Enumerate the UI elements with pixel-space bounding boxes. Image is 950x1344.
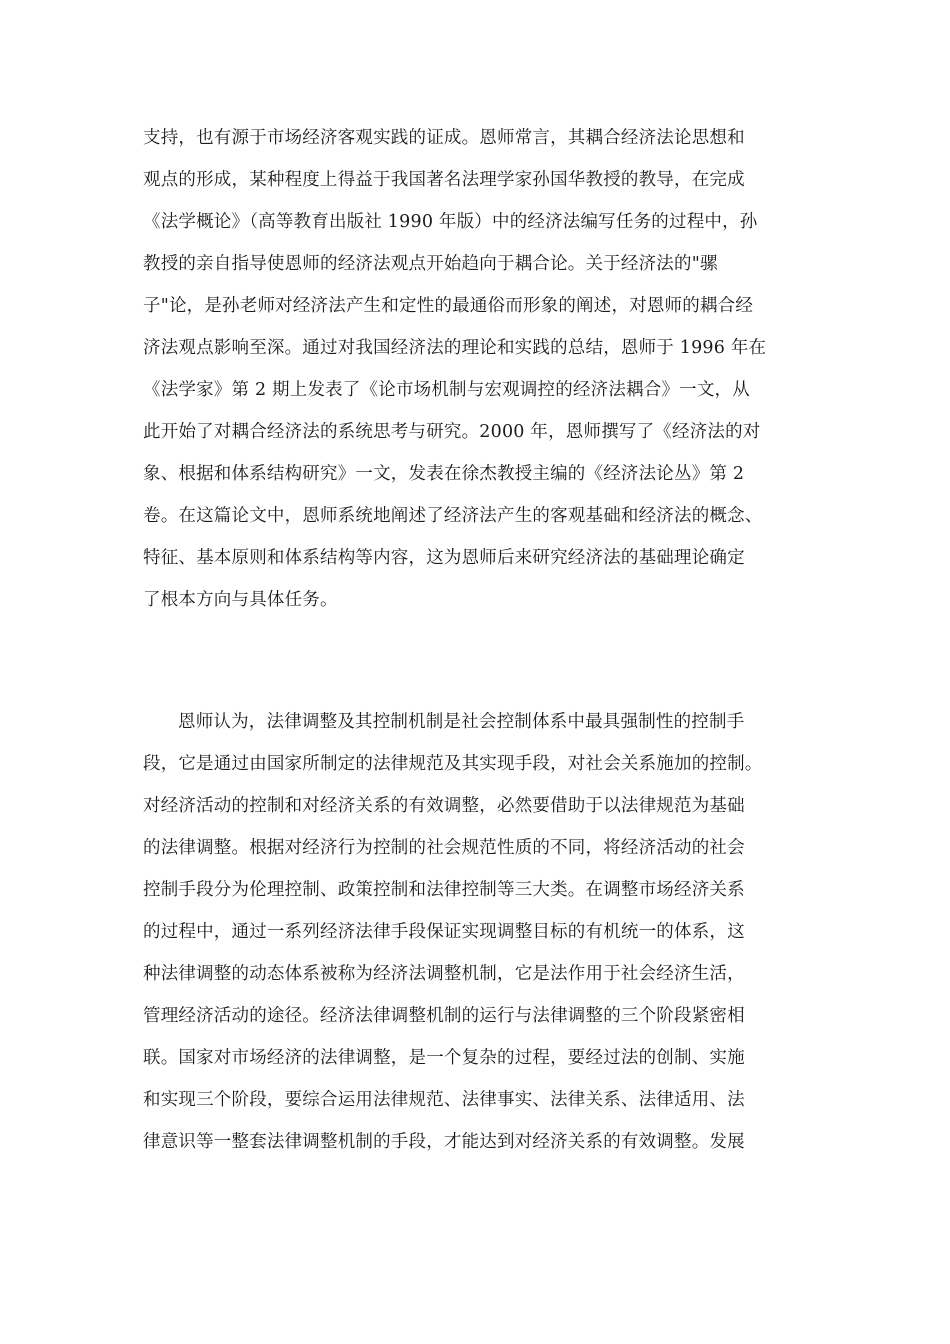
paragraph-line: 济法观点影响至深。通过对我国经济法的理论和实践的总结，恩师于 1996 年在 — [143, 338, 767, 358]
paragraph-line: 教授的亲自指导使恩师的经济法观点开始趋向于耦合论。关于经济法的"骡 — [143, 254, 718, 274]
paragraph-line: 《法学概论》（高等教育出版社 1990 年版）中的经济法编写任务的过程中，孙 — [143, 212, 758, 232]
paragraph-line: 象、根据和体系结构研究》一文，发表在徐杰教授主编的《经济法论丛》第 2 — [143, 464, 745, 484]
paragraph-line: 此开始了对耦合经济法的系统思考与研究。2000 年，恩师撰写了《经济法的对 — [143, 422, 761, 442]
paragraph-line: 特征、基本原则和体系结构等内容，这为恩师后来研究经济法的基础理论确定 — [143, 548, 745, 568]
paragraph-line: 支持，也有源于市场经济客观实践的证成。恩师常言，其耦合经济法论思想和 — [143, 128, 745, 148]
paragraph-line: 恩师认为，法律调整及其控制机制是社会控制体系中最具强制性的控制手 — [178, 712, 745, 732]
paragraph-line: 子"论，是孙老师对经济法产生和定性的最通俗而形象的阐述，对恩师的耦合经 — [143, 296, 754, 316]
paragraph-line: 管理经济活动的途径。经济法律调整机制的运行与法律调整的三个阶段紧密相 — [143, 1006, 745, 1026]
paragraph-line: 的法律调整。根据对经济行为控制的社会规范性质的不同，将经济活动的社会 — [143, 838, 745, 858]
paragraph-line: 了根本方向与具体任务。 — [143, 590, 338, 610]
paragraph-line: 的过程中，通过一系列经济法律手段保证实现调整目标的有机统一的体系，这 — [143, 922, 745, 942]
paragraph-line: 律意识等一整套法律调整机制的手段，才能达到对经济关系的有效调整。发展 — [143, 1132, 745, 1152]
paragraph-line: 种法律调整的动态体系被称为经济法调整机制，它是法作用于社会经济生活， — [143, 964, 745, 984]
paragraph-line: 卷。在这篇论文中，恩师系统地阐述了经济法产生的客观基础和经济法的概念、 — [143, 506, 763, 526]
paragraph-line: 观点的形成，某种程度上得益于我国著名法理学家孙国华教授的教导，在完成 — [143, 170, 745, 190]
paragraph-line: 控制手段分为伦理控制、政策控制和法律控制等三大类。在调整市场经济关系 — [143, 880, 745, 900]
paragraph-line: 《法学家》第 2 期上发表了《论市场机制与宏观调控的经济法耦合》一文，从 — [143, 380, 750, 400]
paragraph-line: 段，它是通过由国家所制定的法律规范及其实现手段，对社会关系施加的控制。 — [143, 754, 763, 774]
paragraph-line: 和实现三个阶段，要综合运用法律规范、法律事实、法律关系、法律适用、法 — [143, 1090, 745, 1110]
paragraph-line: 联。国家对市场经济的法律调整，是一个复杂的过程，要经过法的创制、实施 — [143, 1048, 745, 1068]
paragraph-line: 对经济活动的控制和对经济关系的有效调整，必然要借助于以法律规范为基础 — [143, 796, 745, 816]
